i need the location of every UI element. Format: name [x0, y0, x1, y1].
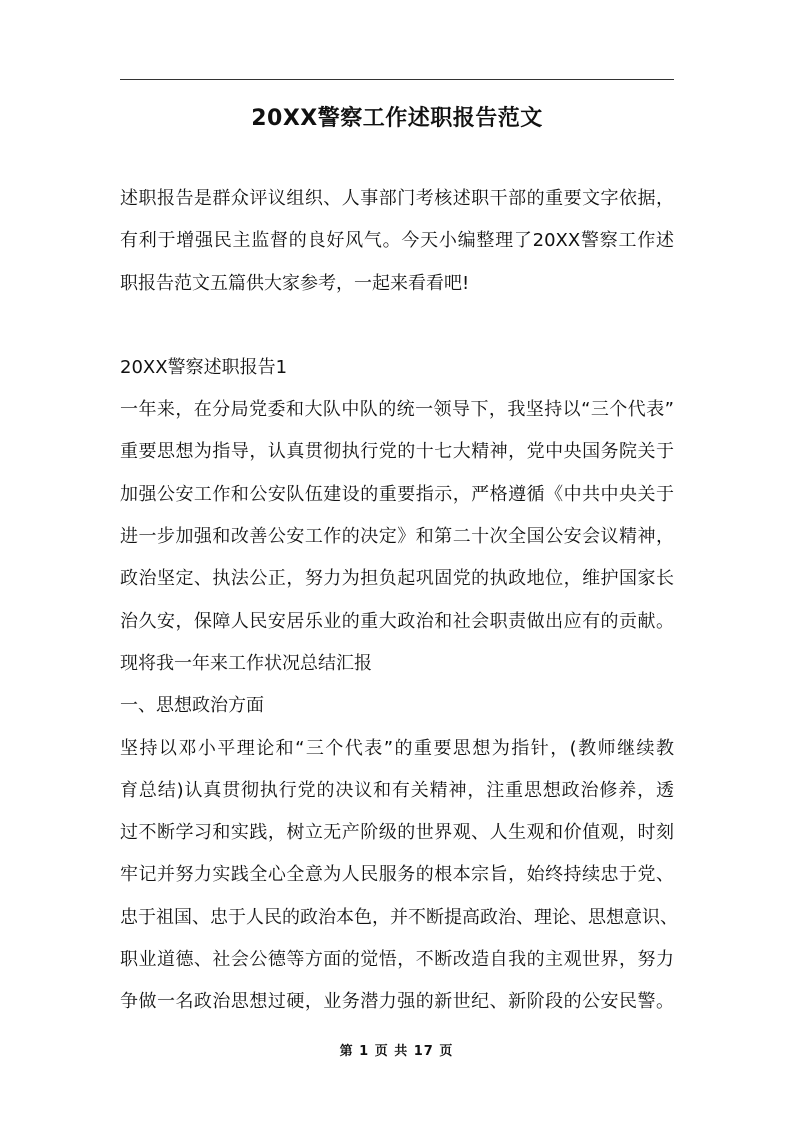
header-rule	[120, 79, 674, 80]
intro-line: 述职报告是群众评议组织、人事部门考核述职干部的重要文字依据，	[120, 188, 674, 209]
paragraph-line: 争做一名政治思想过硬，业务潜力强的新世纪、新阶段的公安民警。	[120, 991, 674, 1013]
subheading-text: 一、思想政治方面	[120, 695, 264, 717]
paragraph-line: 加强公安工作和公安队伍建设的重要指示，严格遵循《中共中央关于	[120, 483, 674, 505]
paragraph-line: 重要思想为指导，认真贯彻执行党的十七大精神，党中央国务院关于	[120, 441, 674, 463]
section-heading	[120, 347, 674, 389]
paragraph-2	[120, 728, 678, 1024]
intro-paragraph	[120, 178, 674, 305]
spacer	[120, 305, 674, 347]
paragraph-line: 职业道德、社会公德等方面的觉悟，不断改造自我的主观世界，努力	[120, 949, 674, 971]
paragraph-line: 育总结)认真贯彻执行党的决议和有关精神，注重思想政治修养，透	[120, 779, 674, 801]
subheading-1	[120, 685, 674, 727]
document-body	[120, 178, 678, 1024]
section-heading-text: 20XX警察述职报告1	[120, 356, 288, 378]
paragraph-1	[120, 389, 674, 685]
paragraph-line: 治久安，保障人民安居乐业的重大政治和社会职责做出应有的贡献。	[120, 610, 674, 632]
page-number: 第 1 页 共 17 页	[339, 1044, 454, 1059]
paragraph-line: 一年来，在分局党委和大队中队的统一领导下，我坚持以“三个代表”	[120, 399, 674, 421]
intro-line: 职报告范文五篇供大家参考，一起来看看吧!	[120, 272, 470, 294]
document-title: 20XX警察工作述职报告范文	[251, 106, 543, 131]
paragraph-line: 忠于祖国、忠于人民的政治本色，并不断提高政治、理论、思想意识、	[120, 906, 678, 928]
paragraph-line: 现将我一年来工作状况总结汇报	[120, 652, 372, 674]
intro-line: 有利于增强民主监督的良好风气。今天小编整理了20XX警察工作述	[120, 230, 674, 252]
paragraph-line: 牢记并努力实践全心全意为人民服务的根本宗旨，始终持续忠于党、	[120, 864, 674, 886]
paragraph-line: 政治坚定、执法公正，努力为担负起巩固党的执政地位，维护国家长	[120, 568, 674, 590]
paragraph-line: 进一步加强和改善公安工作的决定》和第二十次全国公安会议精神，	[120, 526, 674, 548]
paragraph-line: 坚持以邓小平理论和“三个代表”的重要思想为指针，(教师继续教	[120, 737, 674, 759]
paragraph-line: 过不断学习和实践，树立无产阶级的世界观、人生观和价值观，时刻	[120, 822, 674, 844]
